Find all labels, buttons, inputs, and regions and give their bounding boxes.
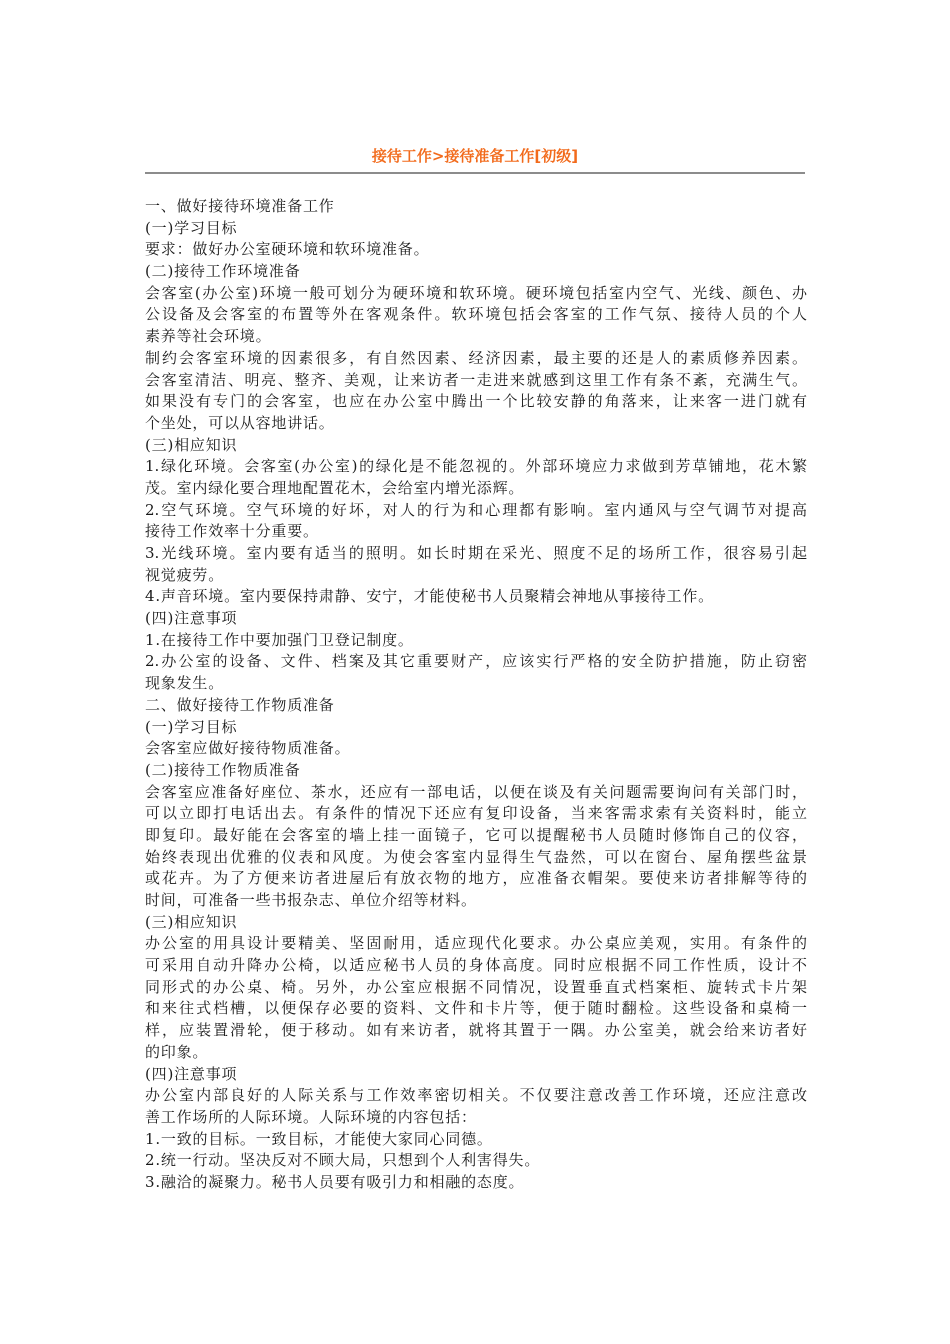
text-line: 始终表现出优雅的仪表和风度。为使会客室内显得生气盎然，可以在窗台、屋角摆些盆景	[145, 847, 807, 866]
text-line: 2.空气环境。空气环境的好坏，对人的行为和心理都有影响。室内通风与空气调节对提高	[145, 500, 807, 519]
title-divider	[145, 172, 805, 174]
text-line: 3.光线环境。室内要有适当的照明。如长时期在采光、照度不足的场所工作，很容易引起	[145, 544, 807, 562]
text-line: 同形式的办公桌、椅。另外，办公室应根据不同情况，设置垂直式档案柜、旋转式卡片架	[145, 977, 807, 996]
text-line: 要求：做好办公室硬环境和软环境准备。	[145, 240, 430, 259]
text-line: 或花卉。为了方便来访者进屋后有放衣物的地方，应准备衣帽架。要使来访者排解等待的	[145, 869, 807, 888]
text-line: (一)学习目标	[145, 717, 238, 736]
text-line: 会客室应准备好座位、茶水，还应有一部电话，以便在谈及有关问题需要询问有关部门时，	[145, 782, 807, 801]
text-line: (三)相应知识	[145, 912, 238, 931]
text-line: 4.声音环境。室内要保持肃静、安宁，才能使秘书人员聚精会神地从事接待工作。	[145, 587, 714, 606]
text-line: 1.一致的目标。一致目标，才能使大家同心同德。	[145, 1129, 493, 1148]
text-line: 和来往式档槽，以便保存必要的资料、文件和卡片等，便于随时翻检。这些设备和桌椅一	[145, 999, 807, 1018]
text-line: 一、做好接待环境准备工作	[145, 197, 335, 215]
text-line: 现象发生。	[145, 674, 225, 693]
text-line: (一)学习目标	[145, 218, 238, 237]
text-line: 的印象。	[145, 1042, 209, 1061]
text-line: 可采用自动升降办公椅，以适应秘书人员的身体高度。同时应根据不同工作性质，设计不	[145, 956, 807, 975]
text-line: 3.融洽的凝聚力。秘书人员要有吸引力和相融的态度。	[145, 1172, 525, 1191]
text-line: 个坐处，可以从容地讲话。	[145, 413, 335, 432]
text-line: (三)相应知识	[145, 435, 238, 454]
body-text	[145, 196, 807, 1194]
text-line: 公设备及会客室的布置等外在客观条件。软环境包括会客室的工作气氛、接待人员的个人	[145, 305, 807, 324]
page-title: 接待工作>接待准备工作[初级]	[371, 147, 579, 165]
text-line: 即复印。最好能在会客室的墙上挂一面镜子，它可以提醒秘书人员随时修饰自己的仪容，	[145, 825, 807, 844]
text-line: (四)注意事项	[145, 1064, 238, 1083]
text-line: 二、做好接待工作物质准备	[145, 695, 335, 714]
text-line: (二)接待工作物质准备	[145, 760, 301, 779]
text-line: 1.在接待工作中要加强门卫登记制度。	[145, 630, 414, 649]
text-line: 2.统一行动。坚决反对不顾大局，只想到个人利害得失。	[145, 1151, 541, 1170]
text-line: 会客室应做好接待物质准备。	[145, 739, 351, 758]
text-line: 素养等社会环境。	[145, 327, 272, 346]
text-line: 视觉疲劳。	[145, 565, 225, 584]
text-line: (四)注意事项	[145, 609, 238, 628]
text-line: 样，应装置滑轮，便于移动。如有来访者，就将其置于一隅。办公室美，就会给来访者好	[145, 1021, 807, 1040]
text-line: (二)接待工作环境准备	[145, 262, 301, 281]
text-line: 可以立即打电话出去。有条件的情况下还应有复印设备，当来客需求索有关资料时，能立	[145, 804, 807, 823]
text-line: 制约会客室环境的因素很多，有自然因素、经济因素，最主要的还是人的素质修养因素。	[145, 348, 807, 367]
text-line: 办公室内部良好的人际关系与工作效率密切相关。不仅要注意改善工作环境，还应注意改	[145, 1086, 807, 1105]
text-line: 会客室清洁、明亮、整齐、美观，让来访者一走进来就感到这里工作有条不紊，充满生气。	[145, 370, 807, 389]
text-line: 2.办公室的设备、文件、档案及其它重要财产，应该实行严格的安全防护措施，防止窃密	[145, 652, 807, 671]
text-line: 会客室(办公室)环境一般可划分为硬环境和软环境。硬环境包括室内空气、光线、颜色、办	[145, 283, 807, 302]
text-line: 如果没有专门的会客室，也应在办公室中腾出一个比较安静的角落来，让来客一进门就有	[145, 392, 807, 411]
text-line: 1.绿化环境。会客室(办公室)的绿化是不能忽视的。外部环境应力求做到芳草铺地，花木繁	[145, 457, 807, 476]
text-line: 时间，可准备一些书报杂志、单位介绍等材料。	[145, 891, 477, 909]
text-line: 善工作场所的人际环境。人际环境的内容包括：	[145, 1107, 477, 1126]
text-line: 茂。室内绿化要合理地配置花木，会给室内增光添辉。	[145, 478, 525, 497]
text-line: 接待工作效率十分重要。	[145, 522, 319, 541]
text-line: 办公室的用具设计要精美、坚固耐用，适应现代化要求。办公桌应美观，实用。有条件的	[145, 934, 807, 953]
